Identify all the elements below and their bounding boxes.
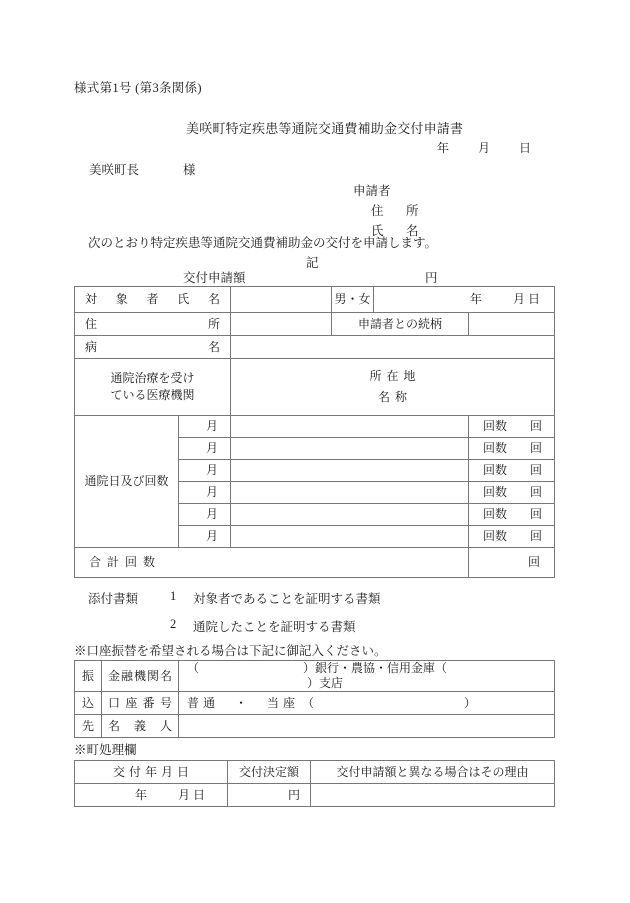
total-label-cell <box>75 548 469 578</box>
birth-day-label: 日 <box>528 292 541 306</box>
application-date-line <box>437 139 531 156</box>
applicant-name-label: 氏 名 <box>371 224 424 238</box>
town-amount-unit: 円 <box>287 787 300 802</box>
visit-days-cell[interactable] <box>231 438 469 460</box>
institution-label-line1: 通院治療を受け <box>110 370 195 385</box>
visit-count-unit: 回 <box>530 463 543 477</box>
visit-count-label: 回数 <box>483 463 508 477</box>
bank-holder-label: 名義人 <box>108 718 172 733</box>
date-month-label: 月 <box>478 141 491 155</box>
intro-sentence: 次のとおり特定疾患等通院交通費補助金の交付を申請します。 <box>88 236 438 250</box>
date-year-label: 年 <box>437 141 450 155</box>
birthdate-cell[interactable] <box>374 287 555 313</box>
visit-count-inner <box>469 485 554 500</box>
visit-month-cell[interactable]: 月 <box>179 416 231 438</box>
visit-month-cell[interactable]: 月 <box>179 438 231 460</box>
visit-count-inner <box>469 463 554 478</box>
birth-month-label: 月 <box>513 292 526 306</box>
table-row-bank-account <box>75 692 555 715</box>
town-date-header-label: 交付年月日 <box>112 764 193 779</box>
table-row-town-values <box>75 784 555 807</box>
visit-count-label: 回数 <box>483 485 508 499</box>
applicant-address-label: 住 所 <box>371 204 424 218</box>
bank-account-value-cell[interactable] <box>179 692 555 715</box>
visit-count-cell[interactable] <box>469 504 555 526</box>
application-amount-label: 交付申請額 <box>183 271 246 285</box>
birth-year-label: 年 <box>470 292 483 306</box>
visit-days-cell[interactable] <box>231 482 469 504</box>
visit-count-label: 回数 <box>483 529 508 543</box>
relation-value-cell[interactable] <box>469 313 555 336</box>
ki-mark: 記 <box>306 256 319 270</box>
attachment-number-1: 1 <box>170 589 177 603</box>
bank-type-text: ）銀行・農協・信用金庫（ <box>303 661 448 675</box>
visit-count-inner <box>469 507 554 522</box>
visits-label: 通院日及び回数 <box>84 474 169 488</box>
visit-count-inner <box>469 441 554 456</box>
attachment-text-1: 対象者であることを証明する書類 <box>193 592 381 606</box>
table-row-target-address <box>75 313 555 336</box>
applicant-details-table <box>74 286 555 578</box>
target-name-value-cell[interactable] <box>231 287 332 313</box>
visit-days-cell[interactable] <box>231 416 469 438</box>
account-type-options[interactable]: 普通 ・ 当座 <box>187 695 300 710</box>
visit-count-unit: 回 <box>530 507 543 521</box>
bank-holder-value-cell[interactable] <box>179 715 555 738</box>
bank-account-label: 口座番号 <box>108 695 172 710</box>
visit-count-unit: 回 <box>530 529 543 543</box>
institution-name-label: 名称 <box>378 390 413 404</box>
bank-institution-label-cell <box>102 661 179 692</box>
institution-label-cell <box>75 359 231 416</box>
attachments-label: 添付書類 <box>88 592 139 606</box>
application-amount-unit: 円 <box>425 271 438 285</box>
visit-month-cell[interactable]: 月 <box>179 482 231 504</box>
town-reason-cell[interactable] <box>311 784 555 807</box>
date-day-label: 日 <box>519 141 532 155</box>
furikomi-char-3: 先 <box>75 715 102 738</box>
visit-count-cell[interactable] <box>469 416 555 438</box>
visit-month-cell[interactable]: 月 <box>179 504 231 526</box>
addressee-honorific: 様 <box>183 163 196 177</box>
gender-cell[interactable] <box>332 287 374 313</box>
target-name-label-cell <box>75 287 231 313</box>
total-value-cell[interactable] <box>469 548 555 578</box>
town-processing-table <box>74 760 555 807</box>
visit-count-cell[interactable] <box>469 460 555 482</box>
account-close-paren: ） <box>464 695 477 710</box>
bank-institution-label: 金融機関名 <box>108 668 172 683</box>
total-unit: 回 <box>528 555 541 569</box>
furikomi-char-2: 込 <box>75 692 102 715</box>
visit-count-inner <box>469 419 554 434</box>
visit-month-cell[interactable]: 月 <box>179 526 231 548</box>
disease-value-cell[interactable] <box>231 336 555 359</box>
form-number: 様式第1号 (第3条関係) <box>74 81 202 95</box>
table-row-visit <box>75 416 555 438</box>
disease-label: 病名 <box>85 339 221 354</box>
relation-label: 申請者との続柄 <box>358 316 443 331</box>
bank-branch-suffix: ）支店 <box>307 676 344 690</box>
bank-transfer-table <box>74 660 555 738</box>
visit-count-inner <box>469 529 554 544</box>
table-row-disease <box>75 336 555 359</box>
visits-label-cell <box>75 416 179 548</box>
furikomi-char-1: 振 <box>75 661 102 692</box>
visit-count-label: 回数 <box>483 507 508 521</box>
town-amount-cell[interactable] <box>228 784 311 807</box>
bank-open-paren: （ <box>187 661 200 675</box>
table-row-target-name <box>75 287 555 313</box>
attachment-text-2: 通院したことを証明する書類 <box>193 620 356 634</box>
visit-count-cell[interactable] <box>469 526 555 548</box>
town-date-year: 年 <box>134 787 147 802</box>
disease-label-cell <box>75 336 231 359</box>
visit-days-cell[interactable] <box>231 504 469 526</box>
town-date-month: 月 <box>177 787 190 802</box>
table-row-bank-institution <box>75 661 555 692</box>
institution-location-label: 所在地 <box>369 369 421 383</box>
institution-label-line2: ている医療機関 <box>110 388 195 402</box>
gender-label: 男・女 <box>334 292 371 306</box>
institution-fields-cell[interactable] <box>231 359 555 416</box>
visit-count-cell[interactable] <box>469 438 555 460</box>
town-date-cell[interactable] <box>75 784 228 807</box>
institution-field-stack <box>231 366 554 408</box>
visit-days-cell[interactable] <box>231 526 469 548</box>
target-address-label: 住所 <box>85 316 221 331</box>
visit-count-label: 回数 <box>483 419 508 433</box>
bank-holder-label-cell <box>102 715 179 738</box>
town-section-note: ※町処理欄 <box>74 743 137 757</box>
town-reason-header: 交付申請額と異なる場合はその理由 <box>311 761 555 784</box>
target-name-label: 対象者氏名 <box>85 292 221 306</box>
visit-days-cell[interactable] <box>231 460 469 482</box>
table-row-bank-holder <box>75 715 555 738</box>
attachment-number-2: 2 <box>170 617 177 631</box>
target-address-value-cell[interactable] <box>231 313 332 336</box>
visit-month-cell[interactable]: 月 <box>179 460 231 482</box>
table-row-institution <box>75 359 555 416</box>
visit-count-unit: 回 <box>530 441 543 455</box>
town-date-header <box>75 761 228 784</box>
bank-account-label-cell <box>102 692 179 715</box>
table-row-town-header <box>75 761 555 784</box>
town-date-day: 日 <box>192 787 205 802</box>
visit-count-cell[interactable] <box>469 482 555 504</box>
document-title: 美咲町特定疾患等通院交通費補助金交付申請書 <box>186 121 464 136</box>
visit-count-unit: 回 <box>530 419 543 433</box>
applicant-label: 申請者 <box>353 184 391 198</box>
addressee: 美咲町長 <box>89 163 140 177</box>
total-label: 合計回数 <box>89 555 162 569</box>
table-row-total <box>75 548 555 578</box>
relation-label-cell <box>332 313 469 336</box>
town-amount-header: 交付決定額 <box>228 761 311 784</box>
visit-count-unit: 回 <box>530 485 543 499</box>
bank-section-note: ※口座振替を希望される場合は下記に御記入ください。 <box>74 644 387 658</box>
target-address-label-cell <box>75 313 231 336</box>
account-open-paren: （ <box>302 695 315 710</box>
bank-institution-value-cell[interactable] <box>179 661 555 692</box>
visit-count-label: 回数 <box>483 441 508 455</box>
